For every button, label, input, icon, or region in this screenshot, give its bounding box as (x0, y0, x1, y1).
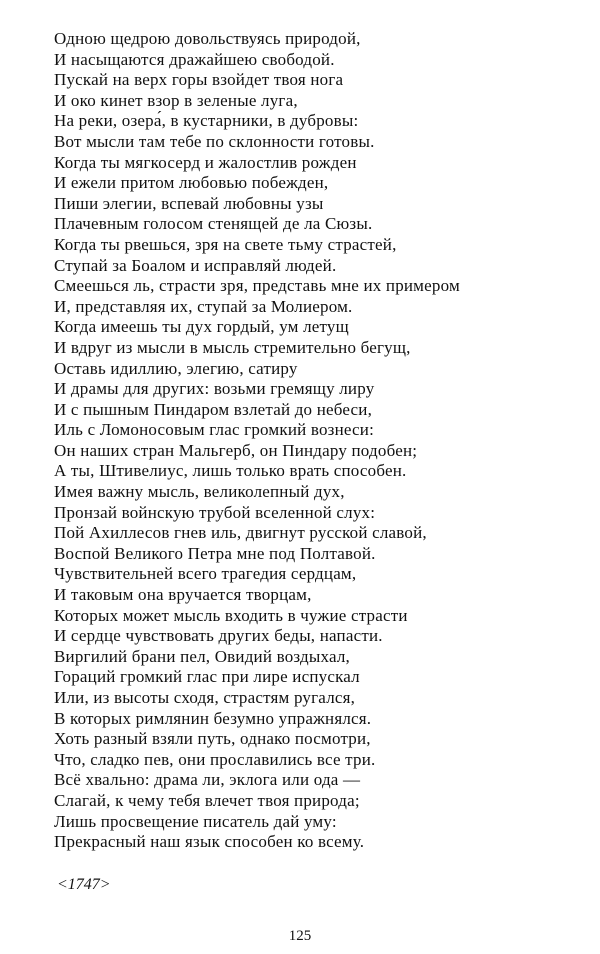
poem-line: Плачевным голосом стенящей де ла Сюзы. (54, 214, 373, 234)
poem-line: И драмы для других: возьми гремящу лиру (54, 379, 375, 399)
poem-date: <1747> (57, 876, 111, 893)
poem-line: Смеешься ль, страсти зря, представь мне их примером (54, 276, 460, 296)
poem-line: И насыщаются дражайшею свободой. (54, 49, 335, 69)
poem-line: Чувствительней всего трагедия сердцам, (54, 564, 357, 584)
poem-line: Оставь идиллию, элегию, сатиру (54, 358, 298, 378)
poem-line: И ежели притом любовью побежден, (54, 173, 329, 193)
poem-line: Прекрасный наш язык способен ко всему. (54, 832, 365, 852)
poem-line: Гораций громкий глас при лире испускал (54, 667, 360, 687)
poem-line: А ты, Штивелиус, лишь только врать способен. (54, 461, 407, 481)
poem-line: И таковым она вручается творцам, (54, 585, 312, 605)
poem-line: Пой Ахиллесов гнев иль, двигнут русской славой, (54, 523, 427, 543)
poem-line: Виргилий брани пел, Овидий воздыхал, (54, 646, 350, 666)
poem-line: И вдруг из мысли в мысль стремительно бегущ, (54, 337, 411, 357)
poem-line: Или, из высоты сходя, страстям ругался, (54, 688, 356, 707)
poem-line: Слагай, к чему тебя влечет твоя природа; (54, 790, 360, 810)
poem-line: Когда имеешь ты дух гордый, ум летущ (54, 317, 349, 337)
poem-line: И сердце чувствовать других беды, напасти. (54, 626, 383, 646)
poem-line: Одною щедрою довольствуясь природой, (54, 29, 361, 48)
poem-line: Когда ты мягкосерд и жалостлив рожден (54, 152, 357, 172)
poem-line: Всё хвально: драма ли, эклога или ода — (54, 770, 361, 790)
poem-stanza (54, 29, 574, 853)
poem-line: Лишь просвещение писатель дай уму: (54, 811, 337, 831)
poem-line: Вот мысли там тебе по склонности готовы. (54, 131, 375, 151)
poem-line: Ступай за Боалом и исправляй людей. (54, 255, 337, 275)
poem-line: Пускай на верх горы взойдет твоя нога (54, 70, 344, 90)
poem-line: Пиши элегии, вспевай любовны узы (54, 193, 324, 213)
poem-line: Пронзай войнскую трубой вселенной слух: (54, 502, 376, 522)
poem-line: И око кинет взор в зеленые луга, (54, 90, 298, 110)
poem-line: Воспой Великого Петра мне под Полтавой. (54, 543, 376, 563)
poem-line: И с пышным Пиндаром взлетай до небеси, (54, 399, 373, 419)
poem-line: Когда ты рвешься, зря на свете тьму страстей, (54, 234, 397, 254)
page-number: 125 (288, 928, 312, 944)
poem-line: В которых римлянин безумно упражнялся. (54, 708, 372, 728)
poem-line: Имея важну мысль, великолепный дух, (54, 482, 345, 502)
poem-line: И, представляя их, ступай за Молиером. (54, 296, 353, 316)
poem-line: Которых может мысль входить в чужие страсти (54, 605, 408, 625)
poem-line: Что, сладко пев, они прославились все три. (54, 749, 376, 769)
poem-line: На реки, озера́, в кустарники, в дубровы: (54, 111, 359, 131)
poem-line: Хоть разный взяли путь, однако посмотри, (54, 729, 371, 749)
poem-line: Иль с Ломоносовым глас громкий вознеси: (54, 420, 375, 440)
poem-line: Он наших стран Мальгерб, он Пиндару подобен; (54, 440, 418, 460)
